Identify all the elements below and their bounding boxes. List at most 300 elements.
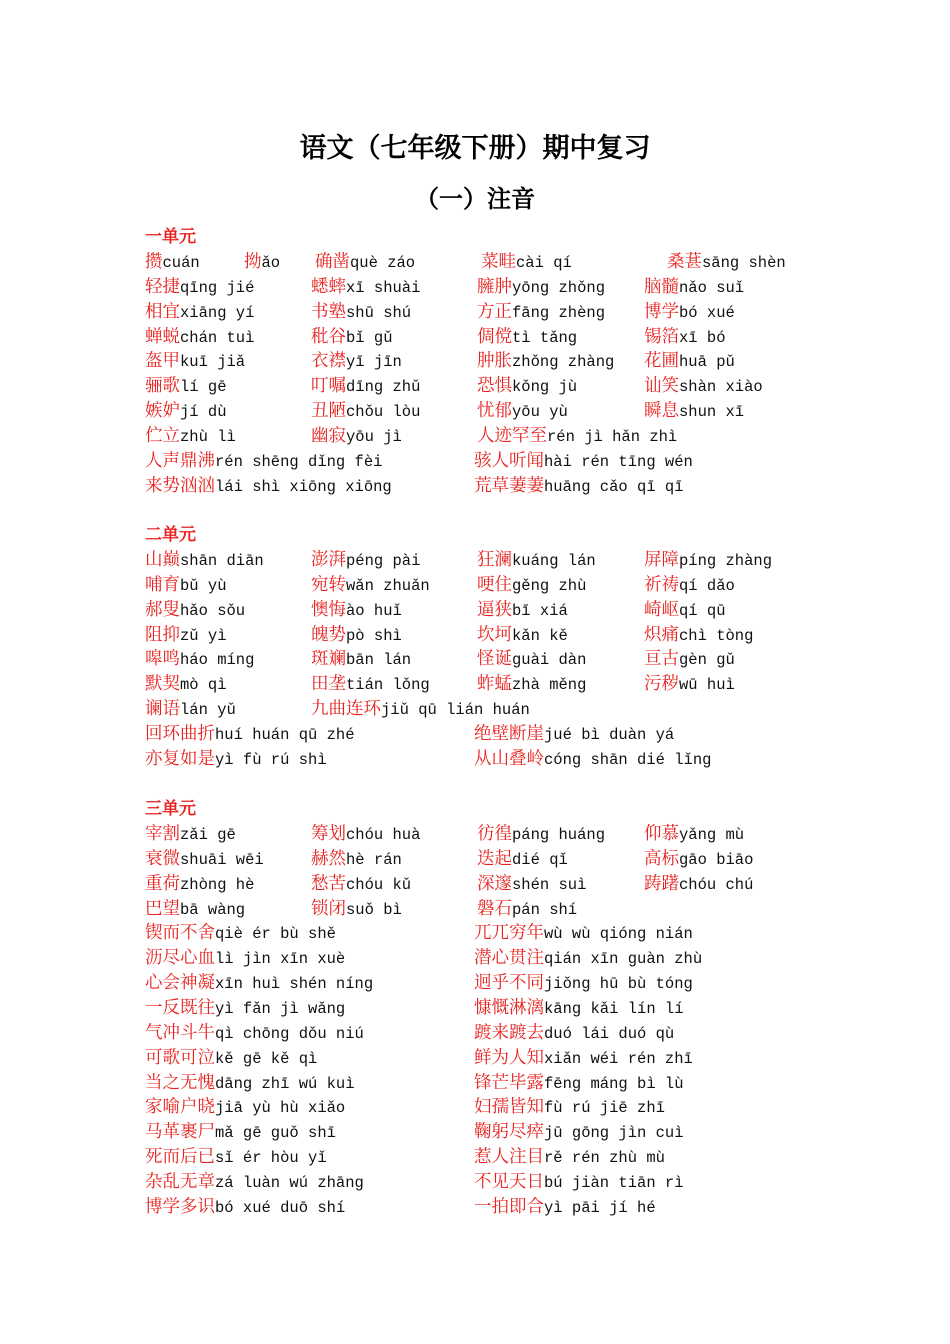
page-title: 语文（七年级下册）期中复习 (299, 133, 651, 164)
vocab-entry (477, 375, 577, 398)
vocab-word: 瞬息 (644, 401, 679, 422)
vocab-pinyin: mò qì (180, 676, 227, 695)
vocab-entry (145, 425, 236, 448)
vocab-entry (145, 624, 227, 647)
vocab-entry (477, 848, 568, 871)
vocab-pinyin: zhù lì (180, 427, 236, 446)
vocab-pinyin: zǔ yì (180, 626, 227, 645)
vocab-entry (311, 624, 402, 647)
vocab-pinyin: bú jiàn tiān rì (544, 1173, 684, 1192)
vocab-word: 伫立 (145, 425, 180, 446)
vocab-word: 蝉蜕 (145, 326, 180, 347)
vocab-word: 肿胀 (477, 351, 512, 372)
vocab-entry (477, 823, 605, 846)
vocab-pinyin: kǒng jù (512, 378, 578, 397)
vocab-word: 愁苦 (311, 873, 346, 894)
vocab-word: 骇人听闻 (474, 450, 544, 471)
vocab-word: 蟋蟀 (311, 276, 346, 297)
vocab-word: 一反既往 (145, 997, 215, 1018)
vocab-entry (145, 748, 327, 771)
vocab-pinyin: guài dàn (512, 651, 587, 670)
vocab-entry (145, 1096, 345, 1119)
vocab-entry (315, 251, 415, 274)
vocab-word: 深邃 (477, 873, 512, 894)
vocab-word: 锲而不舍 (145, 923, 215, 944)
vocab-word: 脑髓 (644, 276, 679, 297)
vocab-pinyin: chóu huà (346, 826, 421, 844)
vocab-entry (145, 673, 227, 696)
vocab-entry (644, 624, 753, 647)
vocab-entry (145, 400, 227, 423)
vocab-entry (477, 400, 568, 423)
vocab-word: 污秽 (644, 674, 679, 695)
vocab-word: 锋芒毕露 (474, 1072, 544, 1093)
vocab-word: 锁闭 (311, 898, 346, 919)
vocab-entry (311, 276, 420, 299)
vocab-word: 绝壁断崖 (474, 723, 544, 744)
vocab-entry (644, 400, 744, 423)
vocab-word: 坎坷 (477, 624, 512, 645)
vocab-pinyin: suǒ bì (346, 900, 402, 919)
vocab-entry (644, 574, 735, 597)
vocab-word: 盔甲 (145, 351, 180, 372)
vocab-entry (145, 1146, 327, 1169)
vocab-entry (644, 326, 726, 349)
vocab-entry (145, 898, 245, 921)
vocab-word: 可歌可泣 (145, 1047, 215, 1068)
vocab-entry (145, 1072, 355, 1095)
vocab-pinyin: què záo (350, 254, 416, 272)
vocab-entry (644, 375, 763, 398)
vocab-word: 狂澜 (477, 550, 512, 570)
vocab-entry (477, 350, 614, 373)
vocab-entry (474, 1072, 684, 1095)
vocab-pinyin: yōng zhǒng (512, 278, 606, 297)
vocab-word: 逼狭 (477, 599, 512, 620)
vocab-entry (474, 922, 693, 945)
vocab-pinyin: pán shí (512, 900, 578, 919)
vocab-word: 田垄 (311, 674, 346, 695)
vocab-word: 马革裹尸 (145, 1122, 215, 1143)
vocab-entry (477, 624, 568, 647)
vocab-pinyin: shén suì (512, 875, 587, 894)
vocab-entry (644, 823, 744, 846)
vocab-word: 高标 (644, 848, 679, 869)
vocab-pinyin: ào huǐ (346, 601, 402, 620)
vocab-entry (644, 599, 726, 622)
vocab-entry (644, 549, 772, 572)
vocab-entry (644, 873, 753, 896)
vocab-entry (145, 301, 254, 324)
vocab-word: 花圃 (644, 351, 679, 372)
vocab-word: 不见天日 (474, 1171, 544, 1192)
vocab-word: 当之无愧 (145, 1072, 215, 1093)
vocab-pinyin: háo míng (180, 651, 255, 670)
vocab-pinyin: xīn huì shén níng (215, 975, 374, 994)
vocab-word: 宰割 (145, 824, 180, 844)
vocab-pinyin: qiè ér bù shě (215, 925, 336, 944)
vocab-word: 赫然 (311, 848, 346, 869)
vocab-pinyin: tián lǒng (346, 676, 430, 695)
vocab-pinyin: lì jìn xīn xuè (215, 950, 346, 969)
vocab-pinyin: qí dǎo (679, 576, 735, 595)
vocab-pinyin: chán tuì (180, 328, 255, 347)
vocab-entry (477, 673, 586, 696)
vocab-word: 澎湃 (311, 550, 346, 570)
vocab-pinyin: bǔ yù (180, 576, 227, 595)
vocab-word: 沥尽心血 (145, 948, 215, 969)
vocab-entry (244, 251, 280, 274)
vocab-entry (145, 947, 345, 970)
vocab-pinyin: kǎn kě (512, 626, 568, 645)
vocab-word: 屏障 (644, 550, 679, 570)
vocab-pinyin: lái shì xiōng xiōng (215, 477, 392, 496)
vocab-pinyin: jiǒng hū bù tóng (544, 975, 693, 994)
vocab-pinyin: qián xīn guàn zhù (544, 950, 703, 969)
vocab-pinyin: rě rén zhù mù (544, 1149, 665, 1168)
vocab-pinyin: cuán (162, 254, 200, 272)
unit-heading: 二单元 (145, 525, 196, 545)
vocab-word: 斑斓 (311, 649, 346, 670)
vocab-entry (145, 276, 254, 299)
vocab-word: 秕谷 (311, 326, 346, 347)
vocab-entry (145, 375, 227, 398)
vocab-entry (311, 400, 420, 423)
vocab-entry (145, 972, 373, 995)
vocab-entry (311, 599, 402, 622)
vocab-pinyin: chóu kǔ (346, 875, 412, 894)
vocab-word: 博学 (644, 301, 679, 322)
vocab-word: 仰慕 (644, 824, 679, 844)
vocab-word: 亘古 (644, 649, 679, 670)
vocab-pinyin: bǐ gǔ (346, 328, 393, 347)
vocab-pinyin: jiā yù hù xiǎo (215, 1099, 346, 1118)
vocab-pinyin: hǎo sǒu (180, 601, 246, 620)
vocab-word: 迭起 (477, 848, 512, 869)
vocab-pinyin: jū gōng jìn cuì (544, 1124, 684, 1143)
vocab-word: 哺育 (145, 574, 180, 595)
vocab-pinyin: zhǒng zhàng (512, 353, 615, 372)
vocab-word: 磐石 (477, 898, 512, 919)
vocab-pinyin: fāng zhèng (512, 303, 606, 322)
vocab-pinyin: wù wù qióng nián (544, 925, 693, 944)
vocab-pinyin: yōu jì (346, 427, 402, 446)
vocab-pinyin: dié qǐ (512, 850, 568, 869)
vocab-pinyin: lí gē (180, 378, 227, 397)
vocab-pinyin: ǎo (261, 254, 281, 272)
vocab-word: 衰微 (145, 848, 180, 869)
vocab-word: 拗 (244, 252, 262, 272)
vocab-entry (311, 873, 411, 896)
vocab-word: 死而后已 (145, 1147, 215, 1168)
vocab-entry (474, 450, 693, 473)
vocab-word: 炽痛 (644, 624, 679, 645)
vocab-pinyin: jí dù (180, 403, 227, 422)
vocab-word: 一拍即合 (474, 1196, 544, 1217)
vocab-pinyin: yì fù rú shì (215, 750, 327, 769)
vocab-word: 恐惧 (477, 376, 512, 397)
vocab-pinyin: jiǔ qū lián huán (381, 701, 530, 720)
vocab-pinyin: fēng máng bì lù (544, 1074, 684, 1093)
vocab-word: 谰语 (145, 699, 180, 720)
vocab-entry (145, 326, 254, 349)
vocab-entry (145, 450, 382, 473)
vocab-entry (644, 301, 735, 324)
vocab-word: 博学多识 (145, 1196, 215, 1217)
vocab-pinyin: shàn xiào (679, 378, 763, 397)
vocab-pinyin: cóng shān dié lǐng (544, 750, 712, 769)
vocab-entry (477, 648, 586, 671)
vocab-pinyin: shuāi wēi (180, 850, 264, 869)
vocab-entry (474, 1022, 674, 1045)
vocab-entry (474, 1171, 684, 1194)
vocab-word: 倜傥 (477, 326, 512, 347)
vocab-pinyin: zhòng hè (180, 875, 255, 894)
vocab-entry (474, 1146, 665, 1169)
vocab-entry (644, 673, 735, 696)
vocab-pinyin: zhà měng (512, 676, 587, 695)
vocab-word: 从山叠岭 (474, 748, 544, 769)
vocab-word: 心会神凝 (145, 973, 215, 994)
vocab-pinyin: shū shú (346, 303, 412, 322)
vocab-pinyin: yǎng mù (679, 826, 745, 844)
vocab-entry (145, 1121, 336, 1144)
vocab-entry (474, 1121, 684, 1144)
vocab-word: 惹人注目 (474, 1147, 544, 1168)
vocab-entry (311, 848, 402, 871)
vocab-entry (145, 823, 236, 846)
vocab-word: 菜畦 (481, 252, 516, 272)
vocab-entry (145, 599, 245, 622)
vocab-pinyin: chǒu lòu (346, 403, 421, 422)
vocab-word: 气冲斗牛 (145, 1022, 215, 1043)
vocab-pinyin: qí qū (679, 601, 726, 620)
vocab-word: 回环曲折 (145, 723, 215, 744)
vocab-word: 慷慨淋漓 (474, 997, 544, 1018)
vocab-word: 魄势 (311, 624, 346, 645)
vocab-word: 鞠躬尽瘁 (474, 1122, 544, 1143)
vocab-pinyin: chóu chú (679, 875, 754, 894)
vocab-entry (145, 997, 345, 1020)
vocab-pinyin: gěng zhù (512, 576, 587, 595)
vocab-entry (477, 873, 586, 896)
vocab-pinyin: sǐ ér hòu yǐ (215, 1149, 327, 1168)
vocab-entry (311, 673, 430, 696)
vocab-entry (145, 648, 254, 671)
vocab-word: 彷徨 (477, 824, 512, 844)
vocab-pinyin: yì pāi jí hé (544, 1198, 656, 1217)
vocab-entry (145, 574, 227, 597)
vocab-pinyin: xiāng yí (180, 303, 255, 322)
vocab-word: 祈祷 (644, 574, 679, 595)
vocab-word: 相宜 (145, 301, 180, 322)
vocab-entry (474, 997, 684, 1020)
vocab-entry (311, 823, 420, 846)
vocab-pinyin: gèn gǔ (679, 651, 735, 670)
vocab-word: 来势汹汹 (145, 475, 215, 496)
vocab-entry (311, 698, 530, 721)
vocab-pinyin: shān diān (180, 552, 264, 570)
vocab-entry (644, 350, 735, 373)
vocab-entry (474, 748, 711, 771)
vocab-entry (477, 898, 577, 921)
vocab-entry (145, 1047, 317, 1070)
vocab-pinyin: huā pǔ (679, 353, 735, 372)
vocab-pinyin: yì fǎn jì wǎng (215, 999, 346, 1018)
vocab-word: 重荷 (145, 873, 180, 894)
vocab-word: 幽寂 (311, 425, 346, 446)
vocab-entry (644, 276, 744, 299)
vocab-pinyin: kuáng lán (512, 552, 596, 570)
vocab-pinyin: huí huán qū zhé (215, 725, 355, 744)
vocab-entry (311, 350, 402, 373)
vocab-entry (477, 301, 605, 324)
vocab-pinyin: péng pài (346, 552, 421, 570)
vocab-word: 踱来踱去 (474, 1022, 544, 1043)
vocab-pinyin: dīng zhǔ (346, 378, 421, 397)
vocab-word: 蚱蜢 (477, 674, 512, 695)
vocab-word: 桑葚 (667, 252, 702, 272)
vocab-pinyin: mǎ gē guǒ shī (215, 1124, 336, 1143)
vocab-pinyin: yōu yù (512, 403, 568, 422)
vocab-entry (311, 898, 402, 921)
vocab-word: 荒草萋萋 (474, 475, 544, 496)
vocab-word: 默契 (145, 674, 180, 695)
vocab-pinyin: bī xiá (512, 601, 568, 620)
vocab-word: 哽住 (477, 574, 512, 595)
vocab-pinyin: lán yǔ (180, 701, 236, 720)
vocab-entry (477, 425, 677, 448)
vocab-word: 杂乱无章 (145, 1171, 215, 1192)
vocab-entry (145, 848, 264, 871)
vocab-word: 妇孺皆知 (474, 1097, 544, 1118)
vocab-entry (481, 251, 572, 274)
vocab-entry (145, 698, 236, 721)
vocab-pinyin: páng huáng (512, 826, 606, 844)
vocab-word: 人迹罕至 (477, 425, 547, 446)
vocab-pinyin: duó lái duó qù (544, 1024, 675, 1043)
vocab-entry (474, 723, 674, 746)
vocab-entry (145, 1171, 364, 1194)
vocab-word: 叮嘱 (311, 376, 346, 397)
vocab-word: 郝叟 (145, 599, 180, 620)
vocab-entry (145, 475, 392, 498)
vocab-pinyin: zǎi gē (180, 826, 236, 844)
vocab-word: 怪诞 (477, 649, 512, 670)
vocab-pinyin: yī jīn (346, 353, 402, 372)
vocab-pinyin: wū huì (679, 676, 735, 695)
vocab-pinyin: pò shì (346, 626, 402, 645)
vocab-pinyin: dāng zhī wú kuì (215, 1074, 355, 1093)
vocab-word: 筹划 (311, 824, 346, 844)
vocab-pinyin: kě gē kě qì (215, 1049, 318, 1068)
vocab-word: 方正 (477, 301, 512, 322)
vocab-pinyin: tì tǎng (512, 328, 578, 347)
unit-heading: 三单元 (145, 799, 196, 819)
vocab-entry (145, 350, 245, 373)
vocab-pinyin: jué bì duàn yá (544, 725, 675, 744)
vocab-pinyin: hè rán (346, 850, 402, 869)
vocab-entry (145, 873, 254, 896)
vocab-word: 衣襟 (311, 351, 346, 372)
vocab-entry (474, 1096, 665, 1119)
vocab-pinyin: sāng shèn (702, 254, 786, 272)
vocab-pinyin: huāng cǎo qī qī (544, 477, 684, 496)
vocab-pinyin: bó xué (679, 303, 735, 322)
vocab-entry (145, 723, 355, 746)
vocab-pinyin: wǎn zhuǎn (346, 576, 430, 595)
vocab-entry (145, 1196, 345, 1219)
vocab-entry (474, 1047, 693, 1070)
vocab-word: 臃肿 (477, 276, 512, 297)
vocab-pinyin: bā wàng (180, 900, 246, 919)
vocab-pinyin: gāo biāo (679, 850, 754, 869)
vocab-word: 鲜为人知 (474, 1047, 544, 1068)
vocab-pinyin: bān lán (346, 651, 412, 670)
vocab-word: 骊歌 (145, 376, 180, 397)
vocab-pinyin: xiǎn wéi rén zhī (544, 1049, 693, 1068)
vocab-word: 宛转 (311, 574, 346, 595)
vocab-entry (145, 1022, 364, 1045)
vocab-pinyin: chì tòng (679, 626, 754, 645)
vocab-word: 嗥鸣 (145, 649, 180, 670)
vocab-word: 锡箔 (644, 326, 679, 347)
vocab-pinyin: fù rú jiē zhī (544, 1099, 665, 1118)
vocab-word: 兀兀穷年 (474, 923, 544, 944)
vocab-entry (477, 326, 577, 349)
vocab-word: 潜心贯注 (474, 948, 544, 969)
vocab-pinyin: hài rén tīng wén (544, 452, 693, 471)
vocab-entry (311, 301, 411, 324)
vocab-word: 嫉妒 (145, 401, 180, 422)
vocab-word: 人声鼎沸 (145, 450, 215, 471)
unit-heading: 一单元 (145, 227, 196, 247)
vocab-word: 忧郁 (477, 401, 512, 422)
vocab-entry (477, 574, 586, 597)
vocab-pinyin: rén shēng dǐng fèi (215, 452, 383, 471)
vocab-entry (474, 947, 702, 970)
vocab-word: 阻抑 (145, 624, 180, 645)
vocab-pinyin: kuī jiǎ (180, 353, 246, 372)
vocab-word: 书塾 (311, 301, 346, 322)
vocab-pinyin: rén jì hǎn zhì (547, 427, 678, 446)
vocab-pinyin: qīng jié (180, 278, 255, 297)
vocab-pinyin: zá luàn wú zhāng (215, 1173, 364, 1192)
vocab-entry (477, 549, 596, 572)
vocab-pinyin: kāng kǎi lín lí (544, 999, 684, 1018)
vocab-entry (474, 972, 693, 995)
vocab-word: 丑陋 (311, 401, 346, 422)
vocab-entry (667, 251, 786, 274)
vocab-pinyin: nǎo suǐ (679, 278, 745, 297)
vocab-pinyin: bó xué duō shí (215, 1198, 346, 1217)
vocab-word: 巴望 (145, 898, 180, 919)
vocab-word: 轻捷 (145, 276, 180, 297)
vocab-entry (644, 848, 753, 871)
vocab-entry (477, 276, 605, 299)
vocab-word: 攒 (145, 252, 163, 272)
vocab-entry (311, 648, 411, 671)
vocab-entry (311, 425, 402, 448)
vocab-entry (474, 1196, 656, 1219)
vocab-word: 崎岖 (644, 599, 679, 620)
vocab-pinyin: qì chōng dǒu niú (215, 1024, 364, 1043)
vocab-entry (145, 922, 336, 945)
vocab-word: 九曲连环 (311, 699, 381, 720)
vocab-pinyin: cài qí (516, 254, 572, 272)
vocab-word: 懊悔 (311, 599, 346, 620)
vocab-pinyin: xī shuài (346, 278, 421, 297)
